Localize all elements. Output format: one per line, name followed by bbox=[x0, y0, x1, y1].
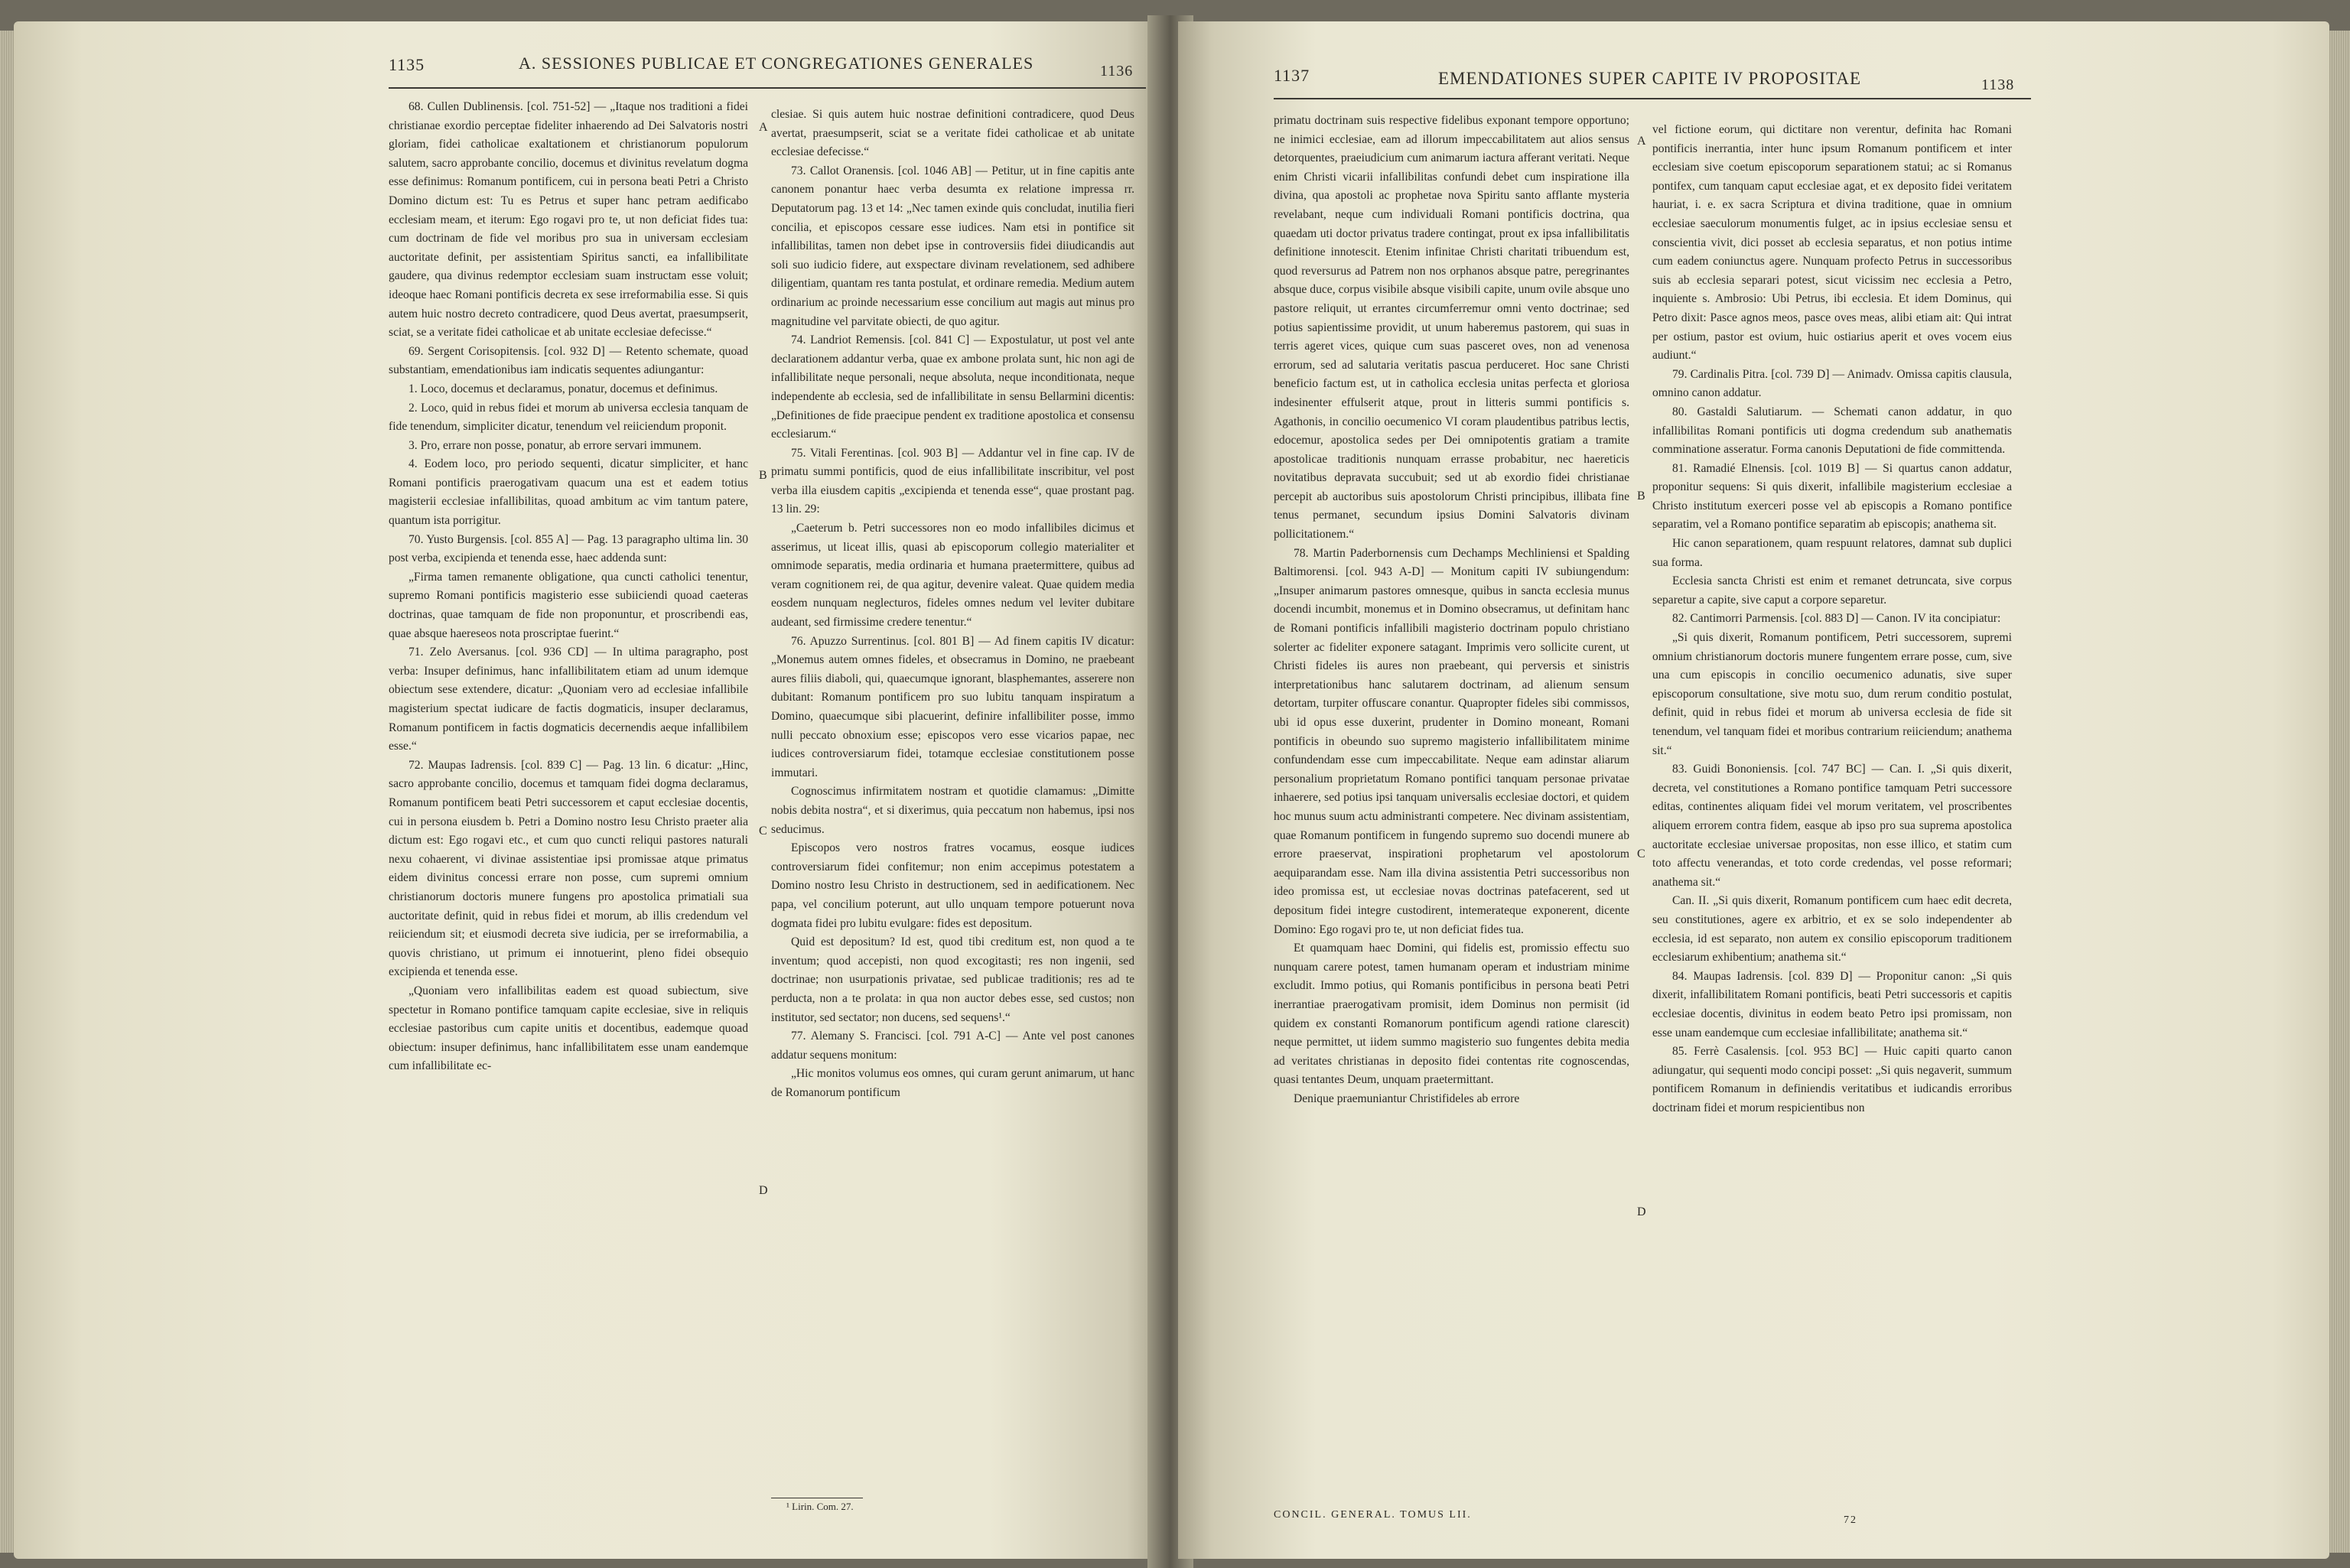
paragraph: 82. Cantimorri Parmensis. [col. 883 D] — Canon. IV ita concipiatur: bbox=[1672, 612, 2001, 626]
paragraph: 2. Loco, quid in rebus fidei et morum ab universa ecclesia tanquam de fide tenendum, simpliciter dicatur, tenendum vel reiiciendum proponit. bbox=[389, 401, 748, 434]
right-page-column-2 bbox=[1652, 121, 2012, 1498]
paragraph: Quid est depositum? Id est, quod tibi creditum est, non quod a te inventum; quod accepisti, non quod excogitasti; res non ingenii, sed doctrinae; non usurpationis privatae, sed publicae traditionis; res ad te perducta, non a te prolata: in qua non auctor debes esse, sed custos; non institutor, sed sectator; non ducens, sed sequens¹.“ bbox=[771, 935, 1134, 1024]
paragraph: 70. Yusto Burgensis. [col. 855 A] — Pag. 13 paragrapho ultima lin. 30 post verba, excipienda et tenenda esse, haec addenda sunt: bbox=[389, 532, 748, 565]
left-page-number: 1135 bbox=[389, 55, 425, 74]
footnote: ¹ Lirin. Com. 27. bbox=[786, 1501, 854, 1512]
paragraph: 1. Loco, docemus et declaramus, ponatur, docemus et definimus. bbox=[408, 382, 718, 395]
paragraph: 3. Pro, errare non posse, ponatur, ab errore servari immunem. bbox=[408, 438, 702, 452]
paragraph: vel fictione eorum, qui dictitare non verentur, definita hac Romani pontificis inerrantia, inter hunc ipsum Romanum pontificem et inter ecclesiam sive coetum episcoporum separationem statui; ac si Romanus pontifex, cum tanquam caput ecclesiae agat, et ex deposito fidei veritatem hauriat, i. e. ex sacra Scriptura et divina traditione, quae in omnium ecclesiae saeculorum monumentis fulget, ac in ipsius ecclesiae sensu et conscientia vivit, dici posset ab ecclesia separatus, et non potius intime cum eadem coniunctus agere. Nunquam profecto Petrus in successoribus suis ab ecclesia separari potest, sicut vicissim nec ecclesia a Petro, inquiente s. Ambrosio: Ubi Petrus, ibi ecclesia. Et idem Dominus, qui Petro dixit: Pasce agnos meos, pasce oves meas, alibi etiam ait: Qui intrat per ostium, pastor est ovium, huic ostiarius aperit et oves vocem eius audiunt.“ bbox=[1652, 123, 2012, 363]
paragraph: 81. Ramadié Elnensis. [col. 1019 B] — Si quartus canon addatur, proponitur sequens: Si quis dixerit, infallibile magisterium ecclesiae a Christo institutum exerceri posse vel ab episcopis a Romano pontifice separatim, vel a Romano pontifice separatim ab episcopis; anathema sit. bbox=[1652, 461, 2012, 532]
right-page-number-2: 1138 bbox=[1981, 76, 2015, 93]
margin-marker-b: B bbox=[1637, 490, 1645, 503]
margin-marker-b: B bbox=[759, 469, 767, 482]
paragraph: 75. Vitali Ferentinas. [col. 903 B] — Addantur vel in fine cap. IV de primatu summi pontificis, quod de eius infallibilitate inscribitur, vel post verba illa eiusdem capitis „excipienda et tenenda esse“, quae prostant pag. 13 lin. 29: bbox=[771, 446, 1134, 516]
signature-number: 72 bbox=[1844, 1514, 1857, 1526]
paragraph: „Si quis dixerit, Romanum pontificem, Petri successorem, supremi omnium christianorum doctoris munere fungentem errare posse, cum, sive una cum episcopis in concilio oecumenico adunatis, sive super episcoporum consultatione, sive motu suo, dum rerum conditio postulat, definit, quid in rebus fidei et morum ab universa ecclesia de fide sit tenendum, vel tanquam fidei et moribus contrarium reiiciendum; anathema sit.“ bbox=[1652, 631, 2012, 757]
paragraph: „Quoniam vero infallibilitas eadem est quoad subiectum, sive spectetur in Romano pontifice tamquam capite ecclesiae, sive in reliquis ecclesiae pastoribus cum capite unitis et docentibus, eademque quoad obiectum: insuper definimus, hanc infallibilitatem esse unam eandemque cum infallibilitate ec- bbox=[389, 984, 748, 1073]
left-page-column-2 bbox=[771, 106, 1134, 1513]
paragraph: Episcopos vero nostros fratres vocamus, eosque iudices controversiarum fidei confitemur; non enim accepimus potestatem a Domino nostro Iesu Christo in destructionem, sed in aedificationem. Nec papa, vel concilium poterunt, aut ullo unquam tempore potuerunt nova dogmata fidei pro lubitu evulgare: fides est depositum. bbox=[771, 841, 1134, 930]
paragraph: 80. Gastaldi Salutiarum. — Schemati canon addatur, in quo infallibilitas Romani pontificis uti dogma credendum sub anathematis comminatione asseratur. Forma canonis Deputationi de fide committenda. bbox=[1652, 405, 2012, 457]
paragraph: 68. Cullen Dublinensis. [col. 751-52] — „Itaque nos traditioni a fidei christianae exordio perceptae fideliter inhaerendo ad Dei Salvatoris nostri gloriam, fidei catholicae exaltationem et christianorum populorum salutem, sacro approbante concilio, docemus et divinitus revelatum dogma esse definimus: Romanum pontificem, cui in persona beati Petri a Christo Domino dictum est: Tu es Petrus et super hanc petram aedificabo ecclesiam meam, et iterum: Ego rogavi pro te, ut non deficiat fides tua: cum doctrinam de fide vel moribus pro sua in universam ecclesiam auctoritate definit, per assistentiam Spiritus sancti, ea infallibilitate gaudere, qua divinus redemptor ecclesiam suam instructam esse voluit; ideoque haec Romani pontificis decreta ex sese irreformabilia esse. Si quis autem huic nostro decreto contradicere, quod Deus avertat, praesumpserit, sciat, se a veritate fidei catholicae et ab unitate ecclesiae defecisse.“ bbox=[389, 100, 748, 340]
paragraph: 4. Eodem loco, pro periodo sequenti, dicatur simpliciter, et hanc Romani pontificis praerogativam quacum una est et eadem totius magisterii ecclesiae infallibilitas, quoad ambitum ac vim tantum patere, quantum ista porrigitur. bbox=[389, 457, 748, 528]
paragraph: Denique praemuniantur Christifideles ab errore bbox=[1294, 1091, 1520, 1105]
header-rule bbox=[1274, 98, 2031, 99]
left-page bbox=[14, 21, 1161, 1559]
margin-marker-c: C bbox=[759, 825, 767, 838]
left-running-head: A. SESSIONES PUBLICAE ET CONGREGATIONES GENERALES bbox=[519, 54, 1034, 73]
signature-mark: CONCIL. GENERAL. TOMUS LII. bbox=[1274, 1509, 1472, 1521]
paragraph: Can. II. „Si quis dixerit, Romanum pontificem cum haec edit decreta, seu constitutiones, agere ex arbitrio, et ex se solo independenter ab ecclesia, id est separato, non autem ex consilio episcoporum traditionem ecclesiarum exhibentium; anathema sit.“ bbox=[1652, 894, 2012, 965]
paragraph: 74. Landriot Remensis. [col. 841 C] — Expostulatur, ut post vel ante declarationem addantur verba, quae ex ambone prolata sunt, hic non agi de infallibilitate neque personali, neque absoluta, neque inconditionata, neque independente ab ecclesia, sed de infallibilitate in sensu Bellarmini dicentis: „Definitiones de fide praecipue pendent ex traditione apostolica et consensu ecclesiarum.“ bbox=[771, 333, 1134, 441]
paragraph: Hic canon separationem, quam respuunt relatores, damnat sub duplici sua forma. bbox=[1652, 537, 2012, 569]
paragraph: 71. Zelo Aversanus. [col. 936 CD] — In ultima paragrapho, post verba: Insuper definimus, hanc infallibilitatem etiam ad unum idemque obiectum sese extendere, dicatur: „Quoniam vero ad ecclesiae infallibile magisterium spectat iudicare de factis dogmaticis, insuper declaramus, Romanum pontificem in factis dogmaticis decernendis aeque infallibilem esse.“ bbox=[389, 646, 748, 753]
margin-marker-a: A bbox=[759, 121, 768, 134]
paragraph: 77. Alemany S. Francisci. [col. 791 A-C] — Ante vel post canones addatur sequens monitum: bbox=[771, 1030, 1134, 1062]
left-page-number-2: 1136 bbox=[1100, 63, 1134, 80]
right-running-head: EMENDATIONES SUPER CAPITE IV PROPOSITAE bbox=[1438, 69, 1861, 88]
paragraph: 78. Martin Paderbornensis cum Dechamps Mechliniensi et Spalding Baltimorensi. [col. 943 A-D] — Monitum capiti IV subiungendum: „Insuper animarum pastores omnesque, quibus in sancta ecclesia munus docendi incumbit, monemus et in Domino obsecramus, ut definitam hanc de Romani pontificis infallibili magisterio doctrinam populo christiano solerter ac fideliter exponere satagant. Imprimis vero sollicite curent, ut Christi fideles iis aures non praebeant, qui perversis et sinistris interpretationibus hanc salutarem doctrinam, ad alienum sensum detortam, turpiter offuscare conantur. Quapropter fideles sibi commissos, ubi id opus esse duxerint, prudenter in Domino moneant, Romani pontificis in obeundo suo supremo magisterio infallibilitatem minime confundendam esse cum impeccabilitate. Neque eam adinstar aliarum personalium proprietatum Romano pontifici tanquam personae privatae inhaerere, sed potius ipsi tanquam universalis ecclesiae doctori, et quidem hoc munus suum actu administranti competere. Nec divinam assistentiam, quae Romanum pontificem in fungendo supremo suo docendi munere ab errore praeservat, inspirationi prophetarum vel apostolorum aequiparandam esse. Nam illa divina assistentia Petri successoribus non ideo promissa est, ut ecclesiae novas doctrinas patefacerent, sed ut depositum fidei integre custodirent, intemerateque exponerent, dicente Domino: Ego rogavi pro te, ut non deficiat fides tua. bbox=[1274, 546, 1629, 936]
paragraph: 83. Guidi Bononiensis. [col. 747 BC] — Can. I. „Si quis dixerit, decreta, vel constitutiones a Romano pontifice tamquam Petri successore editas, continentes aliquam fidei vel morum veritatem, vel proscribentes aliquem errorem contra fidem, easque ab ipso pro sua suprema apostolica auctoritate ecclesiae universae propositas, non esse illico, et statim cum toto affectu venerandas, et toto corde credendas, vel posse reformari; anathema sit.“ bbox=[1652, 763, 2012, 889]
paragraph: „Caeterum b. Petri successores non eo modo infallibiles dicimus et asserimus, ut liceat illis, quasi ab episcoporum collegio materialiter et omnimode separatis, media ordinaria et humana praetermittere, quibus ad veram cognitionem rei, de qua agitur, devenire valeat. Quae quidem media eosdem nunquam neglecturos, fideles omnes nedum vel leviter dubitare audeant, sed firmissime credere tenentur.“ bbox=[771, 522, 1134, 629]
paragraph: 85. Ferrè Casalensis. [col. 953 BC] — Huic capiti quarto canon adiungatur, qui sequenti modo concipi posset: „Si quis negaverit, summum pontificem Romanum in definiendis veritatibus et iudicandis erroribus doctrinam fidei et morum respicientibus non bbox=[1652, 1045, 2012, 1114]
margin-marker-a: A bbox=[1637, 135, 1646, 148]
paragraph: „Hic monitos volumus eos omnes, qui curam gerunt animarum, ut hanc de Romanorum pontificum bbox=[771, 1067, 1134, 1099]
margin-marker-d: D bbox=[1637, 1205, 1646, 1218]
left-page-column-1 bbox=[389, 98, 748, 1513]
margin-marker-d: D bbox=[759, 1184, 768, 1197]
paragraph: clesiae. Si quis autem huic nostrae definitioni contradicere, quod Deus avertat, praesumpserit, sciat se a veritate fidei catholicae et ab unitate ecclesiae defecisse.“ bbox=[771, 108, 1134, 159]
paragraph: Et quamquam haec Domini, qui fidelis est, promissio effectu suo nunquam carere potest, tamen humanam operam et industriam minime excludit. Immo potius, qui Romanis pontificibus in persona beati Petri inerrantiae praerogativam promisit, idem Dominus non permisit (id quidem ex constanti Romanorum pontificum agendi ratione clarescit) neque permittet, ut iidem summo magisterio suo fungentes debita media ad veritates christianas in deposito fidei contentas rite cognoscendas, quasi tentantes Deum, unquam praetermittant. bbox=[1274, 942, 1629, 1087]
paragraph: Cognoscimus infirmitatem nostram et quotidie clamamus: „Dimitte nobis debita nostra“, et si dixerimus, quia peccatum non habemus, ipsi nos seducimus. bbox=[771, 785, 1134, 836]
right-page-number: 1137 bbox=[1274, 66, 1310, 85]
paragraph: 76. Apuzzo Surrentinus. [col. 801 B] — Ad finem capitis IV dicatur: „Monemus autem omnes fideles, et obsecramus in Domino, ne praebeant aures filiis diaboli, qui, quaecumque ignorant, blasphemantes, asserere non dubitant: Romanum pontificem pro suo lubitu tanquam inspiratum a Domino, quaecumque sibi placuerint, definire infallibiliter posse, immo nulli peccato obnoxium esse; episcopos vero esse vicarios papae, nec iudices controversiarum fidei, totamque ecclesiae constitutionem posse immutari. bbox=[771, 634, 1134, 779]
paragraph: 73. Callot Oranensis. [col. 1046 AB] — Petitur, ut in fine capitis ante canonem ponantur haec verba desumta ex relatione impressa rr. Deputatorum pag. 13 et 14: „Nec tamen exinde quis concludat, inutilia fieri concilia, et episcopos cessare esse iudices. Nam etsi in pontifice sit infallibilitas, tamen non debet ipse in controversiis fidei diiudicandis aut soli suo iudicio fidere, aut exspectare divinam revelationem, sed adhibere diligentiam, quantam res tanta postulat, et ordinare remedia. Medium autem ordinarium ac proinde necessarium esse concilium aut magis aut minus pro magnitudine vel parvitate obiecti, de quo agitur. bbox=[771, 164, 1134, 328]
paragraph: primatu doctrinam suis respective fidelibus exponant tempore opportuno; ne inimici ecclesiae, eam ad illorum impeccabilitatem aut alios sensus detorquentes, praeiudicium cum animarum iactura afferant veritati. Neque enim Christi vicarii infallibilitas confundi debet cum inspiratione illa divina, qua apostoli ac prophetae nova Spiritu santo afflante mysteria revelabant, neque cum individuali Romani pontificis doctrina, qua quaedam uti doctor privatus tradere contingat, prout ex ipsa infallibilitatis definitione innotescit. Etenim infinitae Christi charitati tribuendum est, quod reversurus ad Patrem non nos orphanos absque patre, peregrinantes absque duce, corpus visibile absque visibili capite, unum ovile absque uno pastore reliquit, ut errantes circumferremur omni vento doctrinae; sed potius sapientissime providit, ut unum haberemus pastorem, qui suas in terris ageret vices, quique cum suas pasceret oves, non ad venenosa errorum, sed ad salutaria veritatis pascua perduceret. Hoc sane Christi beneficio factum est, ut in catholica ecclesia unitas perfecta et gloriosa indesinenter effulserit atque, prout in litteris summi pontificis s. Agathonis, in concilio oecumenico VI coram plaudentibus patribus lectis, edocemur, apostolica sedes per Dei omnipotentis gratiam a tramite apostolicae traditionis nunquam errasse probabitur, nec haereticis novitatibus depravata succubuit; sed ut ab exordio fidei christianae percepit ab auctoribus suis apostolorum Christi principibus, illibata fine tenus permanet, secundum ipsius Domini Salvatoris divinam pollicitationem.“ bbox=[1274, 114, 1629, 542]
paragraph: 69. Sergent Corisopitensis. [col. 932 D] — Retento schemate, quoad substantiam, emendationibus iam indicatis sequentes adiungantur: bbox=[389, 344, 748, 377]
paragraph: Ecclesia sancta Christi est enim et remanet detruncata, sive corpus separetur a capite, sive caput a corpore separetur. bbox=[1652, 574, 2012, 607]
margin-marker-c: C bbox=[1637, 847, 1645, 860]
right-page-column-1 bbox=[1274, 112, 1629, 1504]
paragraph: „Firma tamen remanente obligatione, qua cuncti catholici tenentur, supremo Romani pontificis magisterio esse subiiciendi quoad caeteras doctrinas, quae tamquam de fide non proponuntur, et proscribendi eas, quae absque haereseos nota proscriptae fuerint.“ bbox=[389, 570, 748, 640]
right-page bbox=[1178, 21, 2329, 1559]
header-rule bbox=[389, 87, 1146, 89]
paragraph: 79. Cardinalis Pitra. [col. 739 D] — Animadv. Omissa capitis clausula, omnino canon addatur. bbox=[1652, 367, 2012, 400]
paragraph: 72. Maupas Iadrensis. [col. 839 C] — Pag. 13 lin. 6 dicatur: „Hinc, sacro approbante concilio, docemus et tamquam fidei dogma declaramus, Romanum pontificem beati Petri successorem et caput ecclesiae docentis, cui in persona eiusdem b. Petri a Domino nostro Iesu Christo praeter alia dictum est: Ego rogavi etc., et cum quo cuncti reliqui pastores naturali nexu cohaerent, vi divinae assistentiae ipsi promissae atque primatus eidem divinitus concessi errare non posse, cum supremi omnium christianorum doctoris munere fungens pro apostolica primatiali sua auctoritate definit, quid in rebus fidei et morum, ab illis credendum vel reiiciendum sit; et eiusmodi decreta sive iudicia, per se irreformabilia, a quovis christiano, ut primum ei innotuerint, pleno fidei obsequio excipienda et tenenda esse. bbox=[389, 758, 748, 979]
paragraph: 84. Maupas Iadrensis. [col. 839 D] — Proponitur canon: „Si quis dixerit, infallibilitatem Romani pontificis, beati Petri successoris et capitis ecclesiae docentis, divinitus in eodem beato Petro ipsi promissam, non esse unam eandemque cum ecclesiae infallibilitate; anathema sit.“ bbox=[1652, 969, 2012, 1039]
